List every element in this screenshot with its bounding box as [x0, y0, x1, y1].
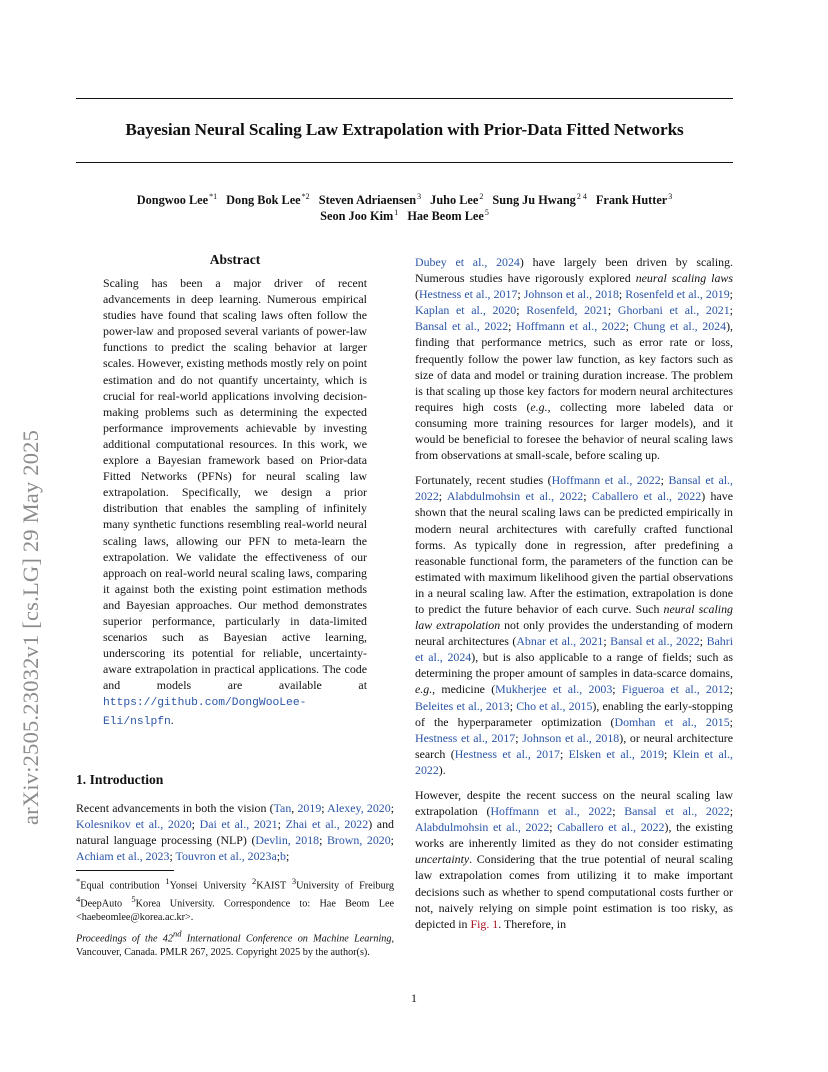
- citation[interactable]: Devlin, 2018: [255, 833, 320, 848]
- citation[interactable]: Hestness et al., 2017: [454, 746, 560, 761]
- citation[interactable]: Rosenfeld et al., 2019: [625, 287, 730, 302]
- paragraph: However, despite the recent success on the neural scaling law extrapolation (Hoffmann et al., 2022; Bansal et al., 2022; Alabdulmohsin et al., 2022; Caballero et al., 2022), the existing works are inherently limited as they do not consider estimating uncertainty. Considering that the true potential of neural scaling law extrapolation comes from utilizing it to make important decisions such as whether to spend computational costs further or not, naively relying on simple point estimation is too risky, as depicted in Fig. 1. Therefore, in: [415, 788, 734, 931]
- intro-paragraph: Recent advancements in both the vision (Tan, 2019; Alexey, 2020; Kolesnikov et al., 2020; Dai et al., 2021; Zhai et al., 2022) and natural language processing (NLP) (Devlin, 2018; Brown, 2020; Achiam et al., 2023; Touvron et al., 2023a;b;: [76, 801, 394, 864]
- arxiv-identifier: arXiv:2505.23032v1 [cs.LG] 29 May 2025: [18, 429, 43, 825]
- citation[interactable]: Alexey, 2020: [327, 801, 391, 815]
- citation[interactable]: Bansal et al., 2022: [415, 473, 733, 504]
- citation[interactable]: Caballero et al., 2022: [591, 489, 702, 504]
- title-rule-top: [76, 98, 733, 99]
- author: Seon Joo Kim$^1$: [320, 208, 399, 224]
- paragraph: Fortunately, recent studies (Hoffmann et al., 2022; Bansal et al., 2022; Alabdulmohsin et al., 2022; Caballero et al., 2022) have shown that the neural scaling laws can be predicted empirically in modern neural architectures with carefully crafted functional forms. As typically done in regression, after predefining a reasonable functional form, the parameters of the function can be estimated with maximum likelihood given the partial observations in a neural scaling law. After the estimation, extrapolation is done to predict the future behavior of each curve. Such neural scaling law extrapolation not only provides the understanding of modern neural architectures (Abnar et al., 2021; Bansal et al., 2022; Bahri et al., 2024), but is also applicable to a range of fields; such as determining the proper amount of samples in data-scarce domains, e.g., medicine (Mukherjee et al., 2003; Figueroa et al., 2012; Beleites et al., 2013; Cho et al., 2015), enabling the early-stopping of the hyperparameter optimization (Domhan et al., 2015; Hestness et al., 2017; Johnson et al., 2018), or neural architecture search (Hestness et al., 2017; Elsken et al., 2019; Klein et al., 2022).: [415, 473, 734, 777]
- citation[interactable]: Mukherjee et al., 2003: [495, 682, 613, 697]
- citation[interactable]: Hestness et al., 2017: [415, 730, 516, 745]
- citation[interactable]: Ghorbani et al., 2021: [617, 303, 730, 318]
- page-number: 1: [411, 991, 417, 1005]
- citation[interactable]: Hoffmann et al., 2022: [516, 319, 626, 334]
- citation[interactable]: Rosenfeld, 2021: [526, 303, 608, 318]
- citation[interactable]: Abnar et al., 2021: [516, 634, 604, 649]
- paragraph: Dubey et al., 2024) have largely been driven by scaling. Numerous studies have rigorously explored neural scaling laws (Hestness et al., 2017; Johnson et al., 2018; Rosenfeld et al., 2019; Kaplan et al., 2020; Rosenfeld, 2021; Ghorbani et al., 2021; Bansal et al., 2022; Hoffmann et al., 2022; Chung et al., 2024), finding that performance metrics, such as error rate or loss, frequently follow the power law function, as key factors such as size of data and model or training duration increase. The problem is that scaling up those key factors for modern neural architectures requires high costs (e.g., collecting more labeled data or consuming more training resources for larger models), and it would be beneficial to foresee the behavior of neural scaling laws from observations at small-scale, before scaling up.: [415, 255, 734, 463]
- citation[interactable]: Kaplan et al., 2020: [415, 303, 517, 318]
- abstract-body: Scaling has been a major driver of recent advancements in deep learning. Numerous empirical studies have found that scaling laws often follow the power-law and proposed several variants of power-law functions to predict the scaling behavior at larger scales. However, existing methods mostly rely on point estimation and do not quantify uncertainty, which is crucial for real-world applications involving decision-making problems such as determining the expected performance improvements achievable by investing additional computational resources. In this work, we explore a Bayesian framework based on Prior-data Fitted Networks (PFNs) for neural scaling law extrapolation. Specifically, we design a prior distribution that enables the sampling of infinitely many synthetic functions resembling real-world neural scaling laws, allowing our PFN to meta-learn the extrapolation. We validate the effectiveness of our approach on real-world neural scaling laws, comparing it against both the existing point estimation methods and Bayesian approaches. Our method demonstrates superior performance, particularly in data-limited scenarios such as Bayesian active learning, underscoring its potential for reliable, uncertainty-aware extrapolation in practical applications. The code and models are available at https://github.com/DongWooLee-Eli/nslpfn.: [103, 276, 367, 728]
- citation[interactable]: Hoffmann et al., 2022: [490, 804, 613, 819]
- citation[interactable]: Bansal et al., 2022: [624, 804, 730, 819]
- citation[interactable]: Cho et al., 2015: [516, 698, 593, 713]
- citation[interactable]: Alabdulmohsin et al., 2022: [446, 489, 584, 504]
- figure-reference[interactable]: Fig. 1: [470, 916, 499, 931]
- code-link[interactable]: https://github.com/DongWooLee-Eli/nslpfn: [103, 697, 307, 728]
- citation[interactable]: Hoffmann et al., 2022: [551, 473, 661, 488]
- citation[interactable]: Bahri et al., 2024: [415, 634, 733, 665]
- author: Hae Beom Lee$^5$: [407, 208, 489, 224]
- citation[interactable]: 2019: [297, 801, 322, 815]
- citation[interactable]: Touvron et al., 2023a: [175, 849, 277, 864]
- author-line-1: [76, 192, 733, 208]
- author: Sung Ju Hwang$^{2 4}$: [492, 192, 587, 208]
- citation[interactable]: Dai et al., 2021: [199, 817, 278, 832]
- citation[interactable]: Bansal et al., 2022: [415, 319, 509, 334]
- citation[interactable]: Kolesnikov et al., 2020: [76, 817, 192, 832]
- citation[interactable]: Johnson et al., 2018: [523, 287, 619, 302]
- citation[interactable]: Dubey et al., 2024: [415, 255, 520, 269]
- paper-title: Bayesian Neural Scaling Law Extrapolation with Prior-Data Fitted Networks: [125, 120, 684, 139]
- author: Juho Lee$^2$: [430, 192, 484, 208]
- citation[interactable]: Zhai et al., 2022: [285, 817, 369, 832]
- citation[interactable]: b: [280, 849, 286, 864]
- citation[interactable]: Beleites et al., 2013: [415, 698, 510, 713]
- author: Steven Adriaensen$^3$: [318, 192, 422, 208]
- citation[interactable]: Domhan et al., 2015: [614, 714, 730, 729]
- citation[interactable]: Tan: [273, 801, 292, 815]
- author: Dong Bok Lee$^{*2}$: [226, 192, 310, 208]
- author: Frank Hutter$^3$: [595, 192, 673, 208]
- citation[interactable]: Hestness et al., 2017: [418, 287, 518, 302]
- citation[interactable]: Klein et al., 2022: [415, 746, 734, 777]
- author-line-2: [76, 208, 733, 224]
- citation[interactable]: Caballero et al., 2022: [557, 820, 665, 835]
- citation[interactable]: Alabdulmohsin et al., 2022: [415, 820, 550, 835]
- citation[interactable]: Chung et al., 2024: [633, 319, 727, 334]
- citation[interactable]: Johnson et al., 2018: [522, 730, 620, 745]
- citation[interactable]: Figueroa et al., 2012: [621, 682, 730, 697]
- abstract-heading: Abstract: [209, 252, 261, 267]
- title-rule-bottom: [76, 162, 733, 163]
- citation[interactable]: Brown, 2020: [326, 833, 391, 848]
- footnote: *Equal contribution $^1$Yonsei University $^2$KAIST $^3$University of Freiburg $^4$DeepAuto $^5$Korea University. Correspondence to: Hae Beom Lee <haebeomlee@korea.ac.kr>.: [76, 876, 394, 923]
- author: Dongwoo Lee$^{*1}$: [136, 192, 218, 208]
- citation[interactable]: Achiam et al., 2023: [76, 849, 170, 864]
- proceedings-note: Proceedings of the 42nd International Conference on Machine Learning, Vancouver, Canada. PMLR 267, 2025. Copyright 2025 by the author(s).: [76, 929, 395, 958]
- citation[interactable]: Bansal et al., 2022: [610, 634, 700, 649]
- right-column: [415, 254, 733, 932]
- footnote-rule: [76, 870, 174, 871]
- section-heading-introduction: 1. Introduction: [76, 772, 164, 787]
- citation[interactable]: Elsken et al., 2019: [568, 746, 665, 761]
